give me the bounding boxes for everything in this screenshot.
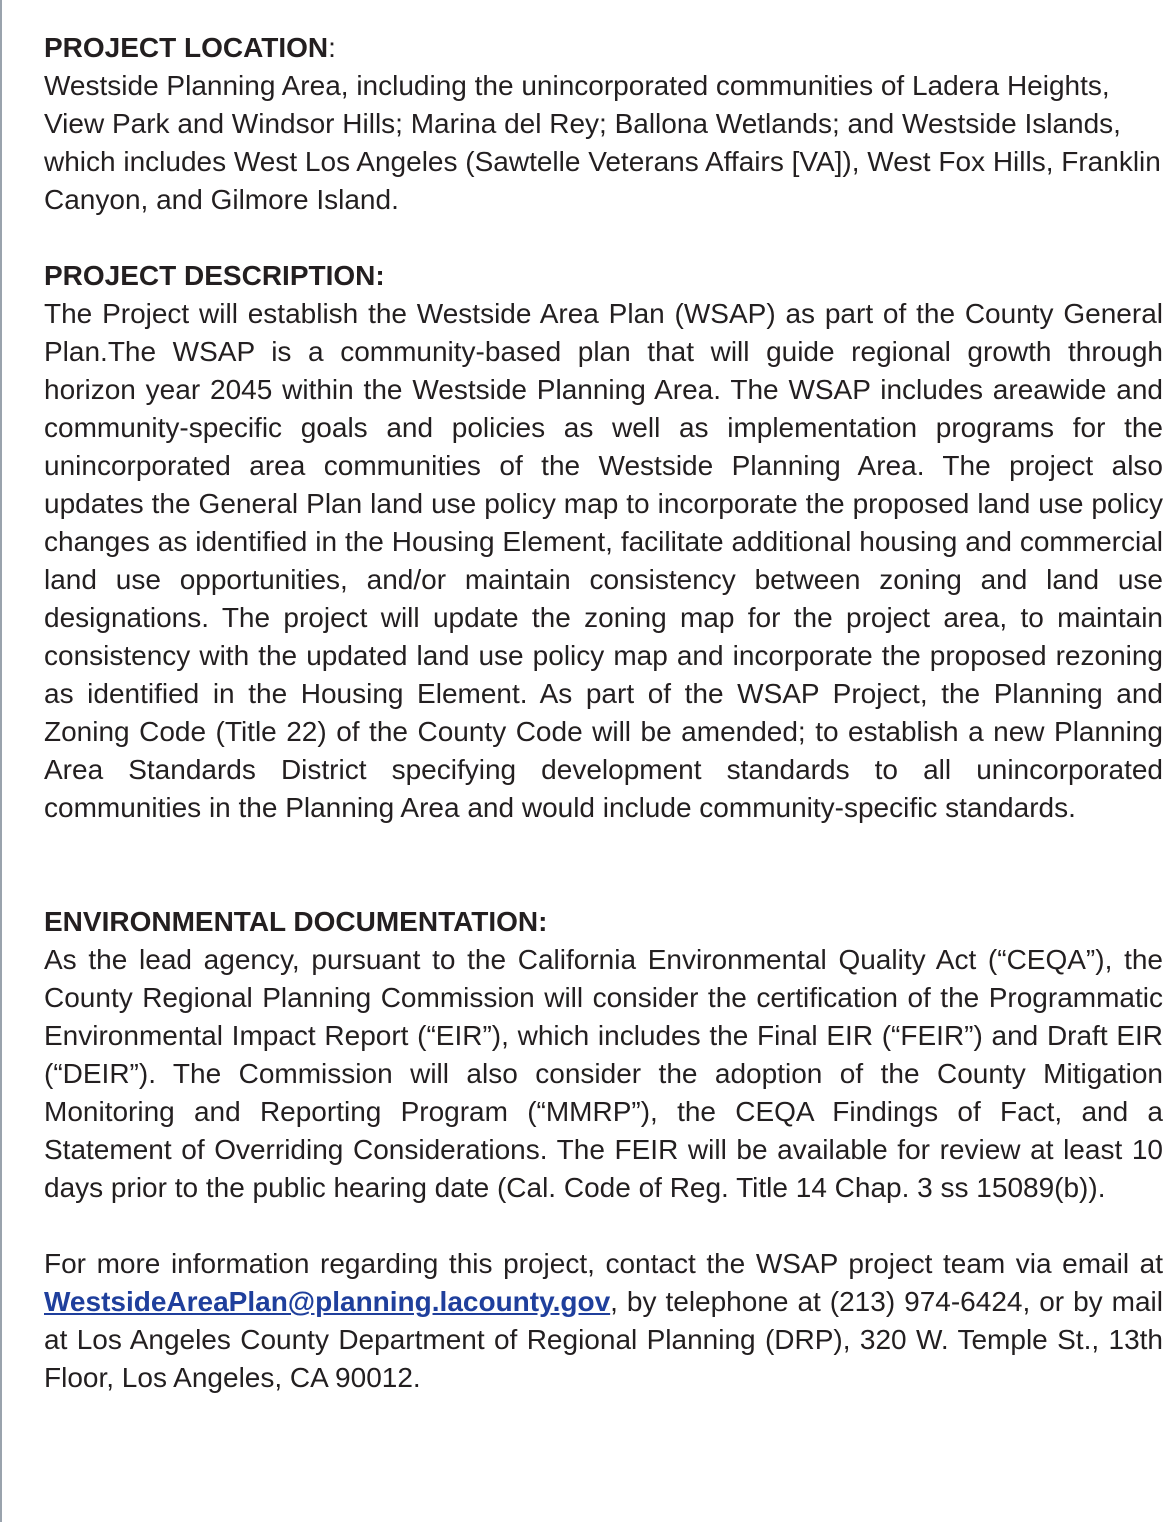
project-location-text: Westside Planning Area, including the unincorporated communities of Ladera Heights, View Park and Windsor Hills; Marina del Rey; Ballona Wetlands; and Westside Islands, which includes West Los Angeles (Sawtelle Veterans Affairs [VA]), West Fox Hills, Franklin Canyon, and Gilmore Island. [44, 70, 1161, 215]
contact-text-after: , by telephone at (213) 974-6424, or by mail at Los Angeles County Department of Regional Planning (DRP), 320 W. Temple St., 13th Floor, Los Angeles, CA 90012. [44, 1286, 1163, 1393]
project-location-section [44, 29, 1163, 219]
section-spacer [44, 219, 1163, 257]
project-location-heading-text: PROJECT LOCATION [44, 32, 329, 63]
project-description-text: The Project will establish the Westside Area Plan (WSAP) as part of the County General Plan.The WSAP is a community-based plan that will guide regional growth through horizon year 2045 within the Westside Planning Area. The WSAP includes areawide and community-specific goals and policies as well as implementation programs for the unincorporated area communities of the Westside Planning Area. The project also updates the General Plan land use policy map to incorporate the proposed land use policy changes as identified in the Housing Element, facilitate additional housing and commercial land use opportunities, and/or maintain consistency between zoning and land use designations. The project will update the zoning map for the project area, to maintain consistency with the updated land use policy map and incorporate the proposed rezoning as identified in the Housing Element. As part of the WSAP Project, the Planning and Zoning Code (Title 22) of the County Code will be amended; to establish a new Planning Area Standards District specifying development standards to all unincorporated communities in the Planning Area and would include community-specific standards. [44, 298, 1163, 823]
notice-body [44, 29, 1163, 1397]
section-spacer [44, 1207, 1163, 1245]
contact-text [44, 1245, 1163, 1397]
project-location-heading-colon: : [328, 32, 336, 63]
project-description-section [44, 257, 1163, 827]
contact-section [44, 1245, 1163, 1397]
project-description-heading: PROJECT DESCRIPTION: [44, 260, 385, 291]
contact-text-before: For more information regarding this project, contact the WSAP project team via email at [44, 1248, 1163, 1279]
environmental-documentation-section [44, 903, 1163, 1207]
environmental-documentation-heading: ENVIRONMENTAL DOCUMENTATION: [44, 906, 548, 937]
email-link[interactable]: WestsideAreaPlan@planning.lacounty.gov [44, 1286, 611, 1317]
section-spacer [44, 827, 1163, 903]
environmental-documentation-text: As the lead agency, pursuant to the California Environmental Quality Act (“CEQA”), the County Regional Planning Commission will consider the certification of the Programmatic Environmental Impact Report (“EIR”), which includes the Final EIR (“FEIR”) and Draft EIR (“DEIR”). The Commission will also consider the adoption of the County Mitigation Monitoring and Reporting Program (“MMRP”), the CEQA Findings of Fact, and a Statement of Overriding Considerations. The FEIR will be available for review at least 10 days prior to the public hearing date (Cal. Code of Reg. Title 14 Chap. 3 ss 15089(b)). [44, 944, 1163, 1203]
project-location-heading [44, 29, 1163, 67]
